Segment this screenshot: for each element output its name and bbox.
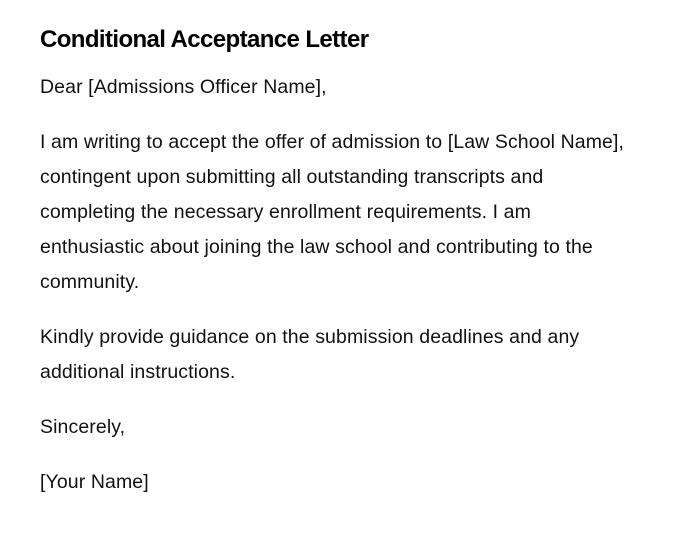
letter-salutation: Dear [Admissions Officer Name], xyxy=(40,76,327,98)
letter-body-paragraph-1: I am writing to accept the offer of admission to [Law School Name], contingent upon submitting all outstanding transcripts and completing the necessary enrollment requirements. I am enthusiastic about joining the law school and contributing to the community. xyxy=(40,131,625,293)
letter-body-paragraph-2: Kindly provide guidance on the submission deadlines and any additional instructions. xyxy=(40,326,580,383)
letter-closing: Sincerely, xyxy=(40,416,126,438)
letter-document xyxy=(40,22,640,500)
letter-title: Conditional Acceptance Letter xyxy=(40,26,369,53)
letter-signature: [Your Name] xyxy=(40,471,149,493)
